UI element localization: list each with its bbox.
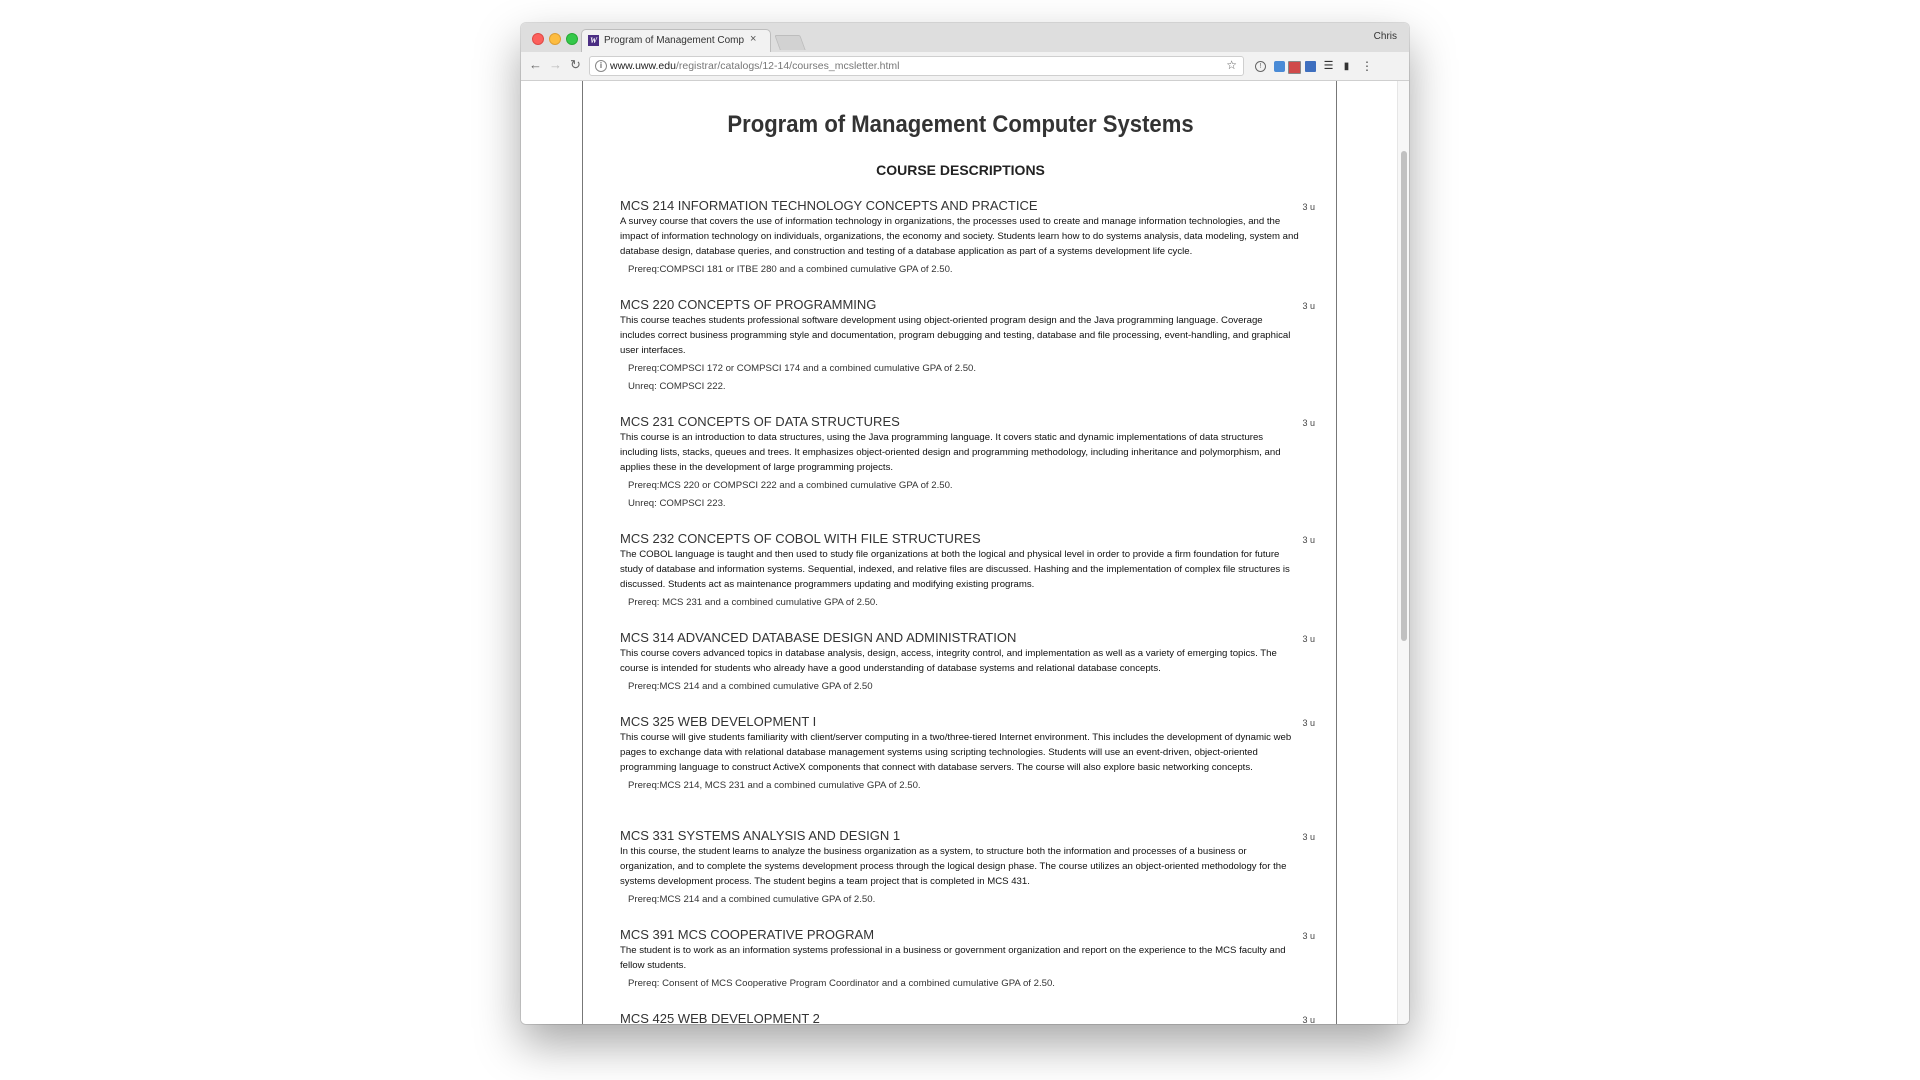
tab-close-icon[interactable]: × bbox=[750, 33, 757, 45]
course-title: MCS 325 WEB DEVELOPMENT I bbox=[620, 714, 817, 729]
back-arrow-icon[interactable]: ← bbox=[529, 57, 542, 72]
course-mcs-425 bbox=[620, 1011, 1315, 1024]
course-mcs-331 bbox=[620, 828, 1315, 907]
url-text[interactable] bbox=[610, 60, 899, 72]
course-units: 3 u bbox=[1302, 418, 1315, 428]
url-host: www.uww.edu bbox=[610, 60, 676, 72]
course-prereq: Prereq:COMPSCI 172 or COMPSCI 174 and a combined cumulative GPA of 2.50. bbox=[628, 363, 977, 374]
course-prereq: Prereq:MCS 214 and a combined cumulative GPA of 2.50. bbox=[628, 894, 876, 905]
close-window-button[interactable] bbox=[532, 33, 544, 45]
course-prereq: Prereq:MCS 220 or COMPSCI 222 and a combined cumulative GPA of 2.50. bbox=[628, 480, 953, 491]
zoom-window-button[interactable] bbox=[566, 33, 578, 45]
browser-tab[interactable] bbox=[581, 29, 771, 52]
course-description: This course teaches students professional software development using object-oriented program design and the Java programming language. Coverage includes correct business programming style and documentation, program debugging and testing, database and file processing, event-handling, and graphical user interfaces. bbox=[620, 315, 1291, 356]
course-mcs-391 bbox=[620, 927, 1315, 991]
course-prereq: Prereq:MCS 214, MCS 231 and a combined cumulative GPA of 2.50. bbox=[628, 780, 921, 791]
course-description: In this course, the student learns to analyze the business organization as a system, to structure both the information and processes of a business or organization, and to complete the systems development process through the logical design phase. The course utilizes an object-oriented methodology for the systems development process. The student begins a team project that is completed in MCS 431. bbox=[620, 846, 1287, 887]
course-description: A survey course that covers the use of information technology in organizations, the processes used to create and manage information technologies, and the impact of information technology on individuals, organizations, the economy and society. Students learn how to do systems analysis, data modeling, system and database design, database queries, and construction and testing of a database application as part of a systems development life cycle. bbox=[620, 216, 1299, 257]
course-description: This course is an introduction to data structures, using the Java programming language. It covers static and dynamic implementations of data structures including lists, stacks, queues and trees. It emphasizes object-oriented design and programming methodology, including inheritance and polymorphism, and applies these in the development of large programming projects. bbox=[620, 432, 1281, 473]
course-title: MCS 231 CONCEPTS OF DATA STRUCTURES bbox=[620, 414, 900, 429]
course-title: MCS 425 WEB DEVELOPMENT 2 bbox=[620, 1011, 820, 1024]
url-path: /registrar/catalogs/12-14/courses_mcsletter.html bbox=[675, 60, 900, 72]
browser-window bbox=[521, 23, 1409, 1024]
course-unreq: Unreq: COMPSCI 222. bbox=[628, 381, 726, 392]
course-description: This course covers advanced topics in database analysis, design, access, integrity control, and implementation as well as a variety of emerging topics. The course is intended for students who already have a good understanding of database systems and relational database concepts. bbox=[620, 648, 1277, 674]
page-title: Program of Management Computer Systems bbox=[727, 111, 1194, 138]
favicon-icon: W bbox=[589, 36, 598, 45]
course-description: The student is to work as an information systems professional in a business or government organization and report on the experience to the MCS faculty and fellow students. bbox=[620, 945, 1286, 971]
course-prereq: Prereq: Consent of MCS Cooperative Program Coordinator and a combined cumulative GPA of 2.50. bbox=[628, 978, 1055, 989]
section-heading: COURSE DESCRIPTIONS bbox=[876, 162, 1045, 178]
forward-arrow-icon[interactable]: → bbox=[549, 57, 562, 72]
extension-layers-icon[interactable]: ☰ bbox=[1323, 60, 1334, 72]
star-icon[interactable]: ☆ bbox=[1226, 58, 1237, 72]
course-prereq: Prereq: MCS 231 and a combined cumulative GPA of 2.50. bbox=[628, 597, 878, 608]
browser-toolbar bbox=[521, 52, 1409, 81]
tab-title: Program of Management Comp bbox=[604, 35, 744, 46]
course-units: 3 u bbox=[1302, 634, 1315, 644]
course-mcs-232 bbox=[620, 531, 1315, 610]
course-description: The COBOL language is taught and then used to study file organizations at both the logical and physical level in order to provide a firm foundation for future study of database and information systems. Sequential, indexed, and relative files are discussed. Hashing and the implementation of complex file structures is discussed. Students act as maintenance programmers updating and modifying existing programs. bbox=[620, 549, 1290, 590]
info-icon[interactable]: i bbox=[595, 60, 607, 72]
course-units: 3 u bbox=[1302, 931, 1315, 941]
course-mcs-325 bbox=[620, 714, 1315, 793]
course-prereq: Prereq:MCS 214 and a combined cumulative GPA of 2.50 bbox=[628, 681, 873, 692]
extension-screen-icon[interactable] bbox=[1305, 61, 1316, 72]
course-description: This course will give students familiarity with client/server computing in a two/three-tiered Internet environment. This includes the development of dynamic web pages to exchange data with relational database management systems using scripting technologies. Students will use an event-driven, object-oriented programming language to construct ActiveX components that connect with database servers. The course will also explore basic networking concepts. bbox=[620, 732, 1292, 773]
new-tab-button[interactable] bbox=[774, 35, 805, 50]
reload-icon[interactable]: ↻ bbox=[570, 57, 581, 72]
course-units: 3 u bbox=[1302, 832, 1315, 842]
course-units: 3 u bbox=[1302, 718, 1315, 728]
course-mcs-231 bbox=[620, 414, 1315, 511]
menu-dots-icon[interactable]: ⋮ bbox=[1361, 59, 1373, 73]
extension-bookmark-icon[interactable]: ▮ bbox=[1343, 61, 1350, 72]
profile-name[interactable]: Chris bbox=[1373, 31, 1397, 42]
extension-info-icon[interactable]: ! bbox=[1255, 61, 1266, 72]
course-mcs-220 bbox=[620, 297, 1315, 394]
catalog-page bbox=[582, 81, 1337, 1024]
vertical-scrollbar[interactable] bbox=[1397, 81, 1409, 1024]
course-title: MCS 331 SYSTEMS ANALYSIS AND DESIGN 1 bbox=[620, 828, 901, 843]
scrollbar-thumb[interactable] bbox=[1401, 151, 1407, 641]
course-title: MCS 214 INFORMATION TECHNOLOGY CONCEPTS AND PRACTICE bbox=[620, 198, 1038, 213]
course-units: 3 u bbox=[1302, 535, 1315, 545]
title-bar bbox=[521, 23, 1409, 53]
page-viewport bbox=[521, 81, 1409, 1024]
course-mcs-314 bbox=[620, 630, 1315, 694]
minimize-window-button[interactable] bbox=[549, 33, 561, 45]
address-bar[interactable] bbox=[589, 56, 1244, 76]
course-title: MCS 232 CONCEPTS OF COBOL WITH FILE STRUCTURES bbox=[620, 531, 981, 546]
course-title: MCS 391 MCS COOPERATIVE PROGRAM bbox=[620, 927, 875, 942]
extension-blue-icon[interactable] bbox=[1274, 61, 1285, 72]
extension-red-icon[interactable] bbox=[1288, 61, 1301, 74]
course-unreq: Unreq: COMPSCI 223. bbox=[628, 498, 726, 509]
course-units: 3 u bbox=[1302, 202, 1315, 212]
course-title: MCS 314 ADVANCED DATABASE DESIGN AND ADMINISTRATION bbox=[620, 630, 1017, 645]
course-units: 3 u bbox=[1302, 1015, 1315, 1024]
course-title: MCS 220 CONCEPTS OF PROGRAMMING bbox=[620, 297, 877, 312]
course-units: 3 u bbox=[1302, 301, 1315, 311]
course-prereq: Prereq:COMPSCI 181 or ITBE 280 and a combined cumulative GPA of 2.50. bbox=[628, 264, 953, 275]
course-mcs-214 bbox=[620, 198, 1315, 277]
